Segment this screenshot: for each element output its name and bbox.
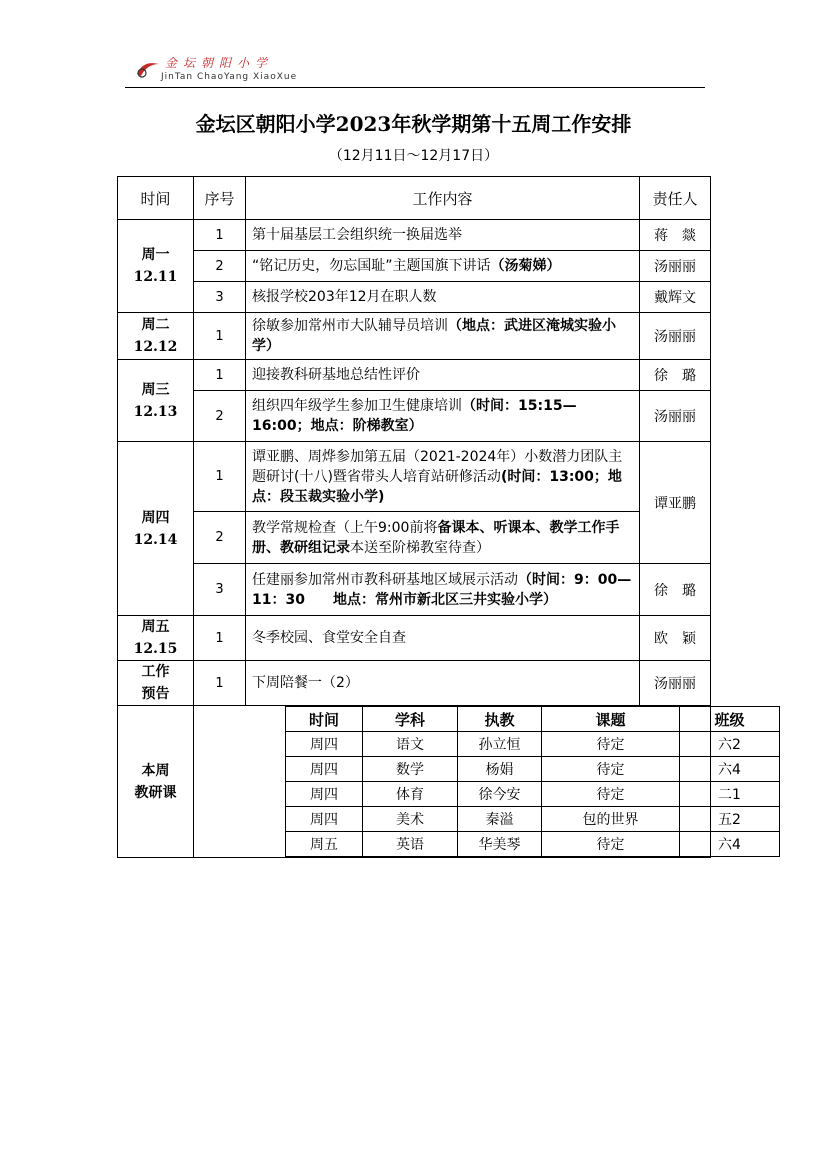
day-cell xyxy=(118,360,194,442)
research-row-item xyxy=(286,732,780,757)
table-row xyxy=(118,616,711,661)
research-cell-value: 六4 xyxy=(680,832,780,857)
school-logo xyxy=(133,52,298,86)
item-content xyxy=(246,564,640,616)
research-header-cell: 班级 xyxy=(680,707,780,732)
research-header-cell: 课题 xyxy=(542,707,680,732)
research-cell-value: 周四 xyxy=(286,782,363,807)
item-owner: 汤丽丽 xyxy=(640,661,711,706)
table-row xyxy=(118,220,711,251)
item-content-bold: 备课本、听课本、教学工作手册、教研组记录 xyxy=(252,519,620,556)
item-owner: 徐 璐 xyxy=(640,564,711,616)
day-date: 12.12 xyxy=(133,339,178,355)
item-no: 2 xyxy=(194,391,246,442)
table-row xyxy=(118,360,711,391)
research-cell-value: 秦溢 xyxy=(458,807,542,832)
item-content xyxy=(246,391,640,442)
item-owner: 欧 颖 xyxy=(640,616,711,661)
logo-text-cn: 金坛朝阳小学 xyxy=(165,56,274,70)
page-title: 金坛区朝阳小学2023年秋学期第十五周工作安排 xyxy=(195,112,632,136)
research-label: 教研课 xyxy=(134,784,177,801)
research-cell-value: 美术 xyxy=(363,807,458,832)
item-content-bold: （时间：15:15—16:00；地点：阶梯教室） xyxy=(252,398,577,434)
item-no: 1 xyxy=(194,360,246,391)
item-owner: 谭亚鹏 xyxy=(640,442,711,564)
research-cell-value: 杨娟 xyxy=(458,757,542,782)
item-content-text: 谭亚鹏、周烨参加第五届（2021-2024年）小数潜力团队主题研讨(十八)暨省带头人培育站研修活动 xyxy=(252,448,623,485)
research-cell-value: 待定 xyxy=(542,757,680,782)
day-label: 周四 xyxy=(141,509,170,526)
header-time: 时间 xyxy=(118,177,194,220)
research-header-cell: 执教 xyxy=(458,707,542,732)
item-no: 3 xyxy=(194,282,246,313)
research-cell-value: 待定 xyxy=(542,732,680,757)
research-cell-value: 待定 xyxy=(542,782,680,807)
day-label: 工作 xyxy=(141,664,170,680)
item-no: 1 xyxy=(194,661,246,706)
research-header-row xyxy=(286,707,780,732)
table-row xyxy=(118,282,711,313)
research-header-cell: 时间 xyxy=(286,707,363,732)
day-cell xyxy=(118,220,194,313)
table-row xyxy=(118,442,711,512)
item-content-text: 组织四年级学生参加卫生健康培训 xyxy=(252,398,462,414)
research-cell-value: 语文 xyxy=(363,732,458,757)
research-row-item xyxy=(286,757,780,782)
item-content-text: 本送至阶梯教室待查） xyxy=(350,539,490,556)
item-content-bold: （时间：9：00—11：30 地点：常州市新北区三井实验小学） xyxy=(252,571,632,608)
research-cell-value: 英语 xyxy=(363,832,458,857)
table-header-row xyxy=(118,177,711,220)
item-content: 冬季校园、食堂安全自查 xyxy=(246,616,640,661)
day-cell xyxy=(118,661,194,706)
item-owner: 徐 璐 xyxy=(640,360,711,391)
day-date: 12.15 xyxy=(133,641,178,657)
table-row xyxy=(118,512,711,564)
item-no: 3 xyxy=(194,564,246,616)
table-row xyxy=(118,251,711,282)
header-no: 序号 xyxy=(194,177,246,220)
item-content xyxy=(246,251,640,282)
research-cell-value: 周四 xyxy=(286,807,363,832)
research-table xyxy=(285,706,780,857)
research-cell-value: 六2 xyxy=(680,732,780,757)
item-no: 1 xyxy=(194,442,246,512)
item-content-text: “铭记历史，勿忘国耻”主题国旗下讲话 xyxy=(252,258,491,274)
research-cell-value: 五2 xyxy=(680,807,780,832)
item-no: 1 xyxy=(194,220,246,251)
research-cell-value: 六4 xyxy=(680,757,780,782)
item-no: 1 xyxy=(194,313,246,360)
research-cell-value: 数学 xyxy=(363,757,458,782)
day-date: 12.14 xyxy=(133,531,178,548)
item-content: 第十届基层工会组织统一换届选举 xyxy=(246,220,640,251)
item-no: 1 xyxy=(194,616,246,661)
research-row-item xyxy=(286,832,780,857)
research-cell-value: 周四 xyxy=(286,732,363,757)
research-row-item xyxy=(286,807,780,832)
research-cell-value: 体育 xyxy=(363,782,458,807)
item-content xyxy=(246,442,640,512)
item-content: 核报学校203年12月在职人数 xyxy=(246,282,640,313)
item-owner: 蒋 燚 xyxy=(640,220,711,251)
item-content-text: 徐敏参加常州市大队辅导员培训 xyxy=(252,318,448,334)
research-label-cell xyxy=(118,706,194,858)
item-content: 迎接教科研基地总结性评价 xyxy=(246,360,640,391)
item-content-bold: (时间：13:00；地点：段玉裁实验小学) xyxy=(252,468,622,505)
day-label: 周三 xyxy=(141,381,170,398)
research-cell xyxy=(194,706,745,858)
day-cell xyxy=(118,616,194,661)
research-cell-value: 徐今安 xyxy=(458,782,542,807)
day-cell xyxy=(118,313,194,360)
item-content xyxy=(246,313,640,360)
item-content-bold: （汤菊娣） xyxy=(490,258,561,274)
research-cell-value: 周五 xyxy=(286,832,363,857)
item-content-text: 教学常规检查（上午9:00前将 xyxy=(252,519,438,536)
research-cell-value: 周四 xyxy=(286,757,363,782)
schedule-table xyxy=(117,176,745,858)
research-row-item xyxy=(286,782,780,807)
research-cell-value: 华美琴 xyxy=(458,832,542,857)
table-row xyxy=(118,391,711,442)
day-label: 周二 xyxy=(141,317,170,333)
research-cell-value: 二1 xyxy=(680,782,780,807)
item-owner: 汤丽丽 xyxy=(640,313,711,360)
day-label: 周五 xyxy=(141,619,170,635)
day-label: 周一 xyxy=(141,247,170,263)
table-row xyxy=(118,661,711,706)
item-owner: 汤丽丽 xyxy=(640,251,711,282)
research-row xyxy=(118,706,711,858)
item-no: 2 xyxy=(194,251,246,282)
table-row xyxy=(118,313,711,360)
research-cell-value: 待定 xyxy=(542,832,680,857)
item-content-text: 任建丽参加常州市教科研基地区域展示活动 xyxy=(252,571,518,588)
table-row xyxy=(118,564,711,616)
day-date: 12.13 xyxy=(133,403,178,420)
header-rule xyxy=(125,87,705,88)
page-subtitle: （12月11日～12月17日） xyxy=(328,148,499,164)
item-content-bold: （地点：武进区淹城实验小学） xyxy=(252,318,616,354)
research-cell-value: 包的世界 xyxy=(542,807,680,832)
day-cell xyxy=(118,442,194,616)
item-no: 2 xyxy=(194,512,246,564)
school-logo-icon xyxy=(133,58,163,80)
item-owner: 戴辉文 xyxy=(640,282,711,313)
day-date: 12.11 xyxy=(133,269,178,285)
header-owner: 责任人 xyxy=(640,177,711,220)
research-label: 本周 xyxy=(141,762,170,779)
item-owner: 汤丽丽 xyxy=(640,391,711,442)
item-content: 下周陪餐一（2） xyxy=(246,661,640,706)
day-date: 预告 xyxy=(141,686,170,702)
research-header-cell: 学科 xyxy=(363,707,458,732)
header-content: 工作内容 xyxy=(246,177,640,220)
research-cell-value: 孙立恒 xyxy=(458,732,542,757)
logo-text-en: JinTan ChaoYang XiaoXue xyxy=(161,72,298,82)
item-content xyxy=(246,512,640,564)
